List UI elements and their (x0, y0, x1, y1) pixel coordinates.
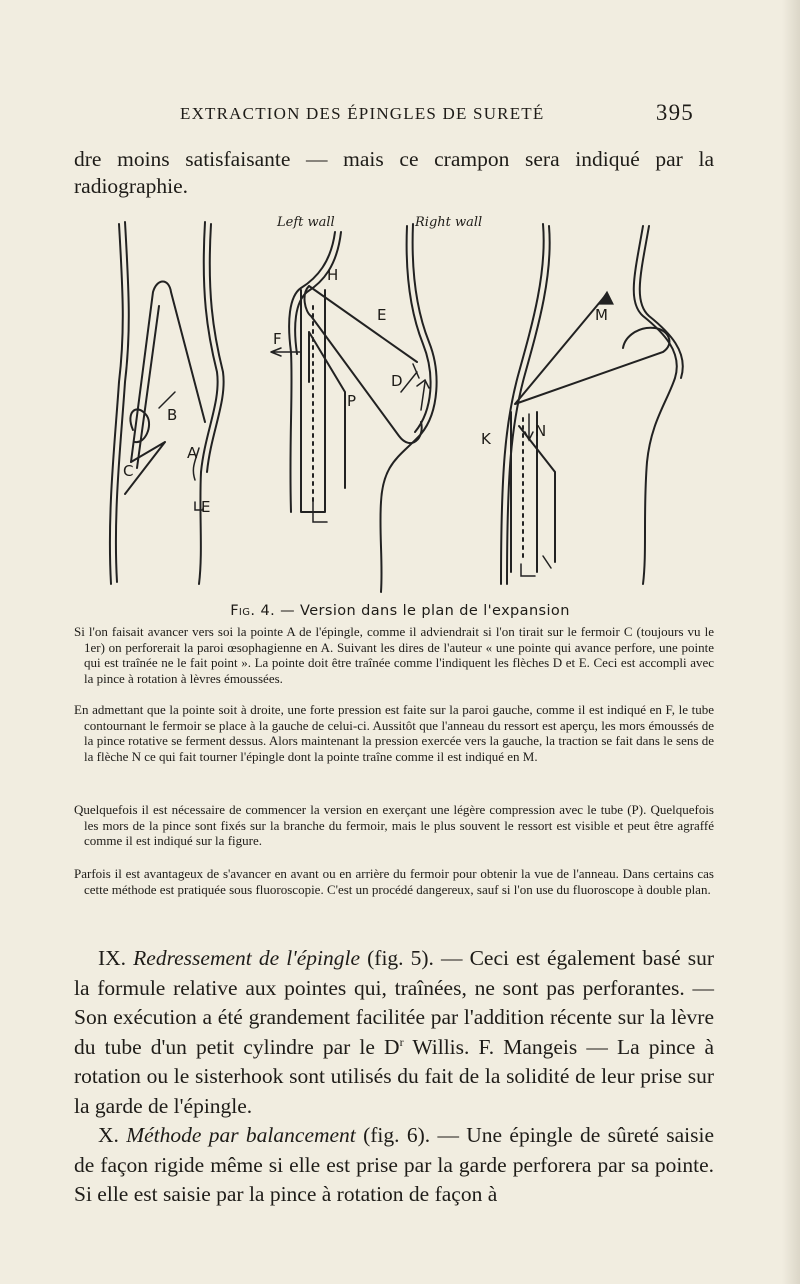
panel2-right-wall-inner (407, 226, 431, 432)
caption-note-4 (74, 866, 714, 897)
section-x-ref: (fig. 6). (355, 1123, 438, 1147)
note-paragraph-4: Parfois il est avantageux de s'avancer en avant ou en arrière du fermoir pour obtenir la vue de l'anneau. Dans certains cas cette méthode est pratiquée sous fluoroscopie. C'est un procédé dangereux, sauf si l'on use du fluoroscope à double plan. (74, 866, 714, 897)
running-head-title: EXTRACTION DES ÉPINGLES DE SURETÉ (180, 104, 545, 123)
caption-dash: — (275, 603, 301, 619)
label-k: K (481, 430, 491, 448)
figure-caption (0, 603, 800, 619)
section-x-number: X. (98, 1123, 127, 1147)
section-ix-sup: r (399, 1034, 404, 1049)
caption-note-3 (74, 802, 714, 849)
section-ix-ref: (fig. 5). (360, 946, 441, 970)
main-text (74, 944, 714, 1210)
panel1-right-wall (199, 222, 218, 584)
section-ix-text-b: Willis. F. Mangeis — La pince à rotation ou le sisterhook sont utilisés du fait de la solidité de leur prise sur la garde de l'épingle. (74, 1034, 714, 1118)
figure-title: Version dans le plan de l'expansion (300, 603, 570, 619)
left-wall-label: Left wall (277, 215, 335, 230)
label-b: B (167, 406, 178, 424)
caption-note-1 (74, 624, 714, 687)
figure-4-drawing (95, 212, 715, 602)
section-ix-title: Redressement de l'épingle (133, 946, 361, 970)
panel3-right-wall-inner (640, 226, 683, 378)
page-edge-shadow (782, 0, 800, 1284)
figure-number: Fig. 4. (230, 603, 276, 619)
section-x-text: — Une épingle de sûreté saisie de façon rigide même si elle est prise par la garde perforera par sa pointe. Si elle est saisie par la pince à rotation de façon à (74, 1123, 715, 1206)
panel3-left-wall-inner (507, 226, 550, 584)
label-a: A (187, 444, 198, 462)
lead-paragraph: dre moins satisfaisante — mais ce crampon sera indiqué par la radiographie. (74, 147, 714, 198)
section-ix-text-a: — Ceci est également basé sur la formule relative aux pointes qui, traînées, ne sont pas perforantes. — Son exécution a été grandement facilitée par l'addition récente sur la lèvre du tube d'un petit cylindre par le D (74, 946, 714, 1059)
label-e-bottom: E (201, 498, 211, 516)
label-h: H (327, 266, 339, 284)
section-ix-number: IX. (98, 946, 134, 970)
caption-note-2 (74, 702, 714, 765)
label-d: D (391, 372, 403, 390)
label-n: N (535, 422, 547, 440)
label-f: F (273, 330, 282, 348)
panel2-pin (305, 286, 422, 443)
note-paragraph-2: En admettant que la pointe soit à droite, une forte pression est faite sur la paroi gauche, comme il est indiqué en F, le tube contournant le fermoir se place à la gauche de celui-ci. Aussitôt que l'anneau du ressort est aperçu, les mors émoussés de la pince rotative se ferment dessus. Alors maintenant la pression exercée vers la gauche, la traction se fait dans le sens de la flèche N ce qui fait tourner l'épingle dont la pointe traîne comme il est indiqué en M. (74, 702, 714, 765)
figure-4-illustration (95, 212, 715, 602)
right-wall-label: Right wall (415, 215, 483, 230)
note-paragraph-1: Si l'on faisait avancer vers soi la pointe A de l'épingle, comme il adviendrait si l'on tirait sur le fermoir C (toujours vu le 1er) on perforerait la paroi œsophagienne en A. Suivant les dires de l'auteur « une pointe qui avance perfore, une pointe qui est traînée ne le fait point ». La pointe doit être traînée comme l'indiquent les flèches D et E. Ceci est accompli avec la pince à rotation à lèvres émoussées. (74, 624, 714, 687)
page-number: 395 (655, 100, 694, 125)
section-x-paragraph (74, 1121, 714, 1210)
label-p: P (347, 392, 357, 410)
section-x-title: Méthode par balancement (126, 1123, 356, 1147)
label-m: M (595, 306, 608, 324)
label-c: C (123, 462, 134, 480)
section-ix-paragraph (74, 944, 714, 1121)
running-head (180, 100, 700, 130)
label-e: E (377, 306, 387, 324)
panel1-right-wall-inner (207, 224, 224, 472)
note-paragraph-3: Quelquefois il est nécessaire de commencer la version en exerçant une légère compression avec le tube (P). Quelquefois les mors de la pince sont fixés sur la branche du fermoir, mais le plus souvent le ressort est visible et peut être agraffé comme il est indiqué sur la figure. (74, 802, 714, 849)
